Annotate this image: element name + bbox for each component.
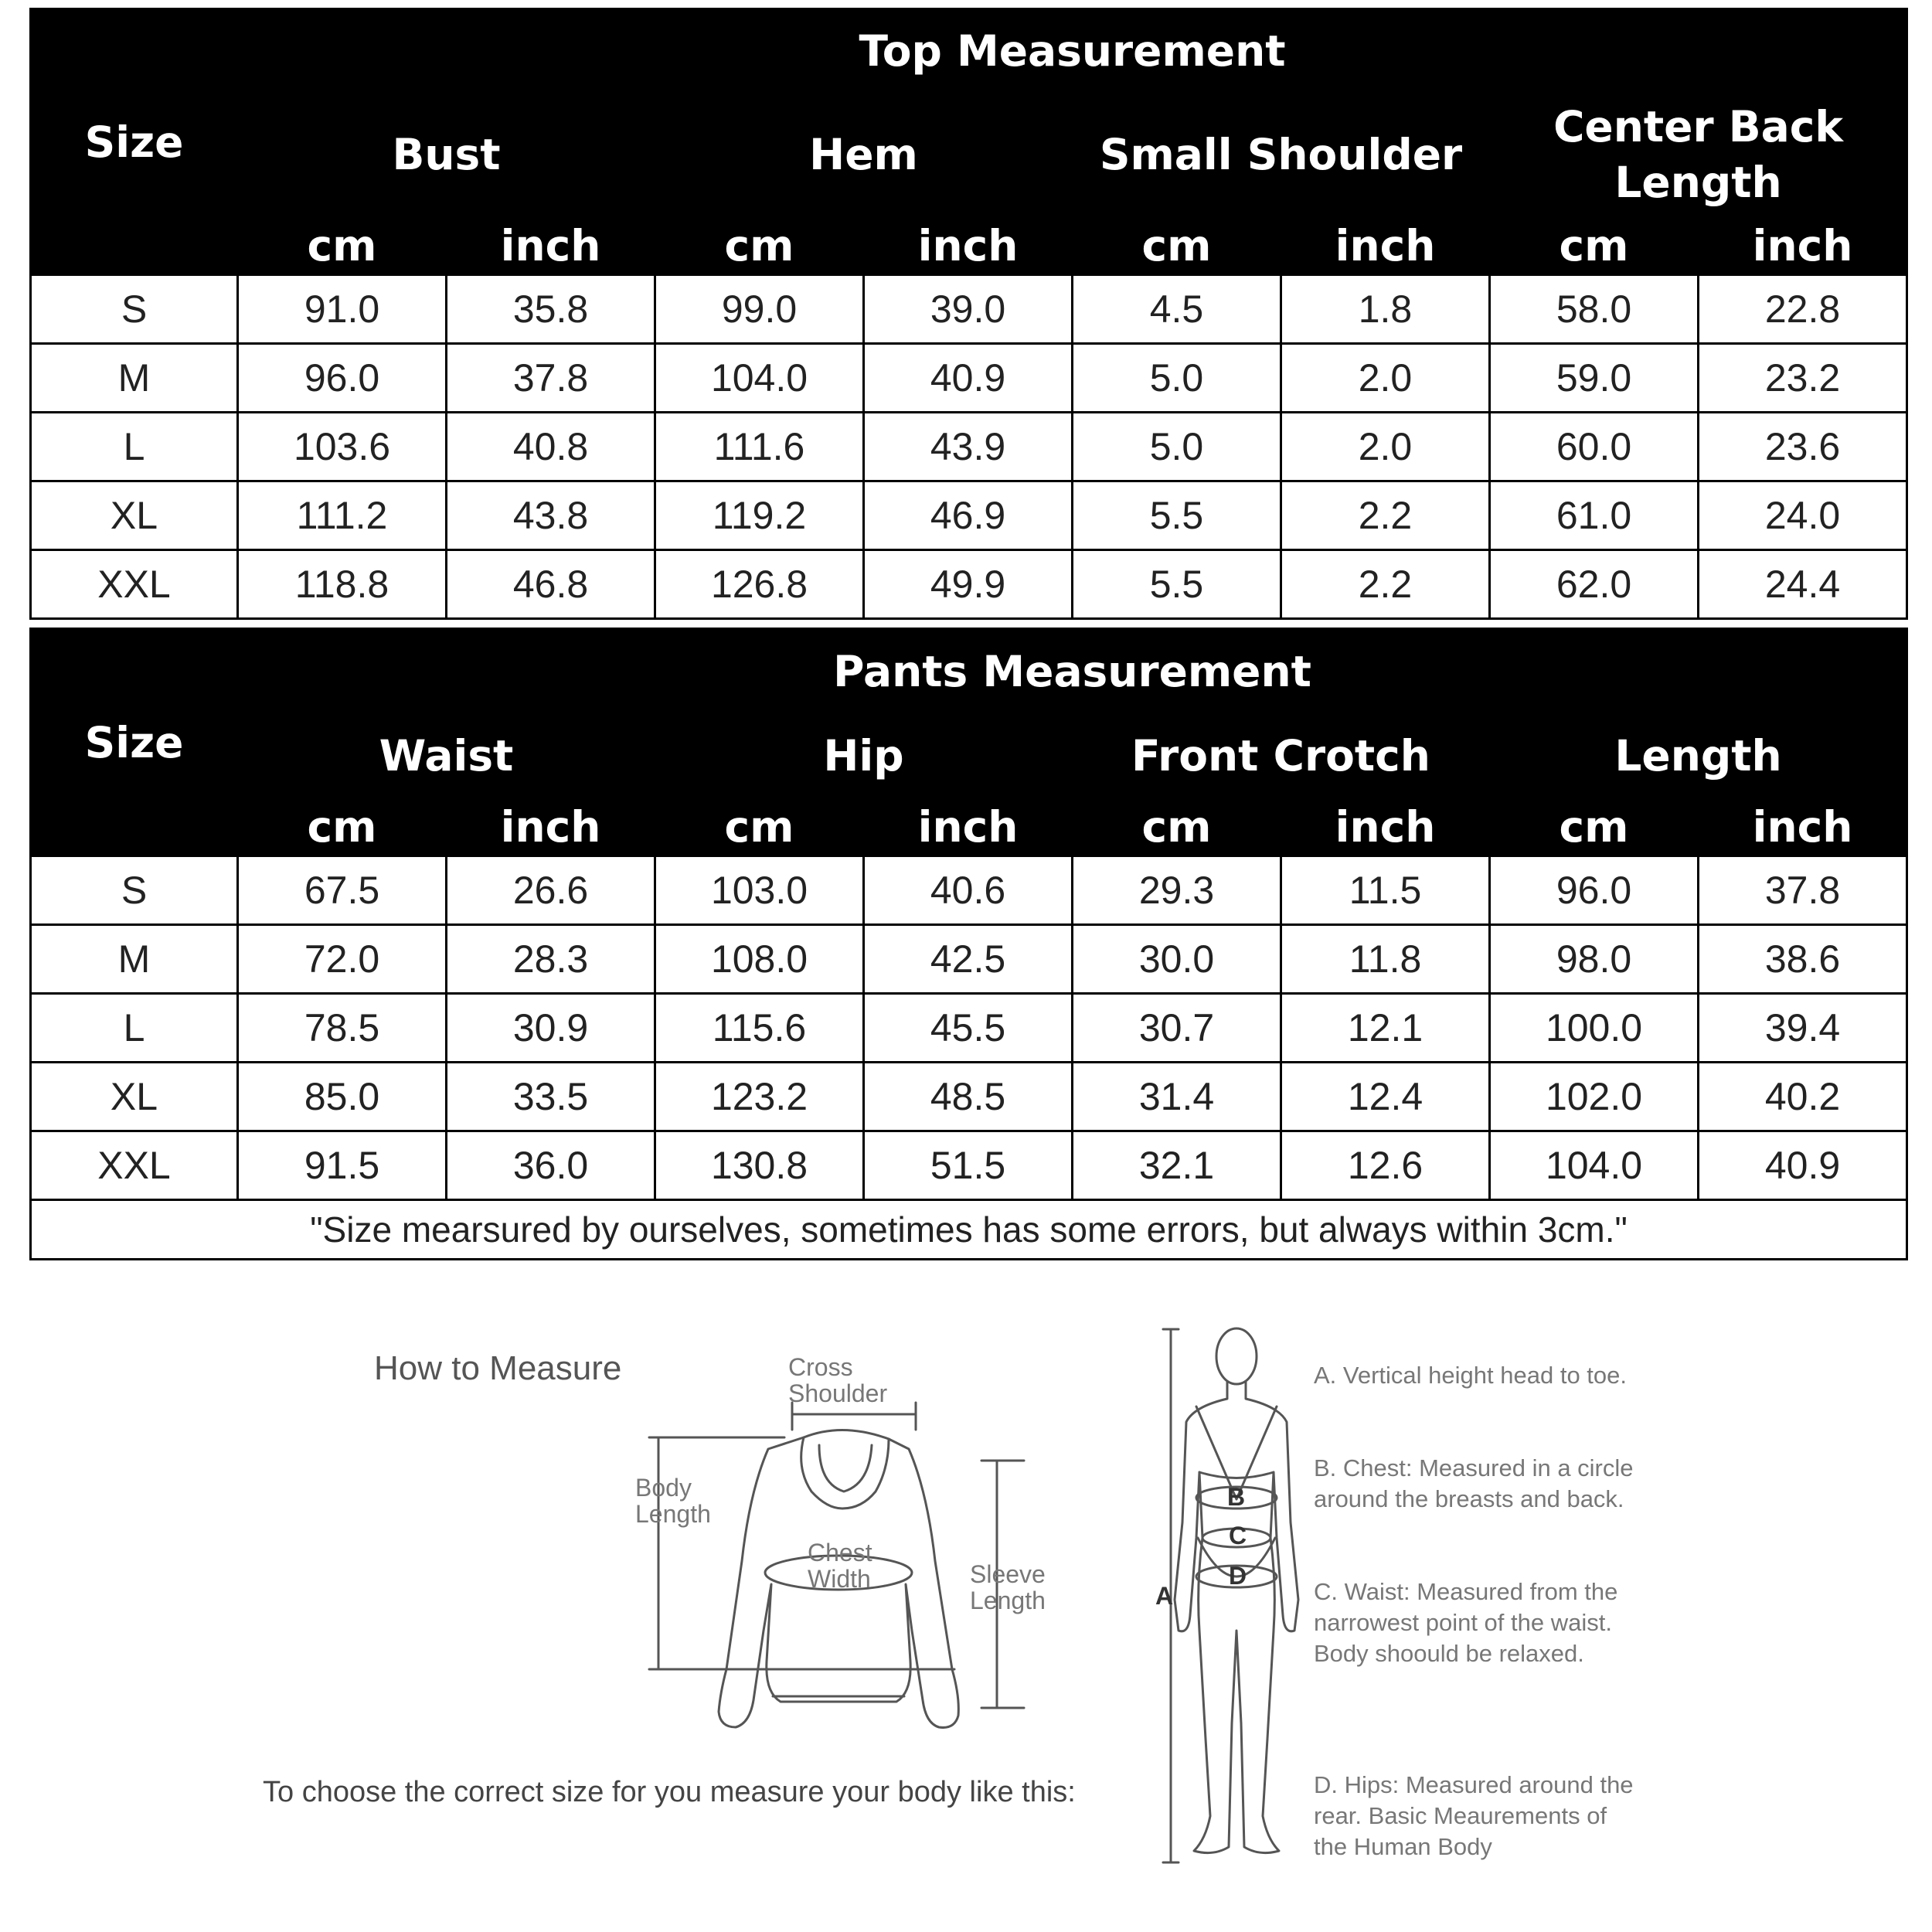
size-cell: L	[31, 413, 238, 481]
value-cell: 37.8	[447, 344, 655, 413]
value-cell: 59.0	[1490, 344, 1699, 413]
table-row	[31, 413, 1907, 481]
unit-header: inch	[1699, 216, 1907, 275]
column-group-header: Hip	[655, 714, 1073, 798]
value-cell: 104.0	[1490, 1131, 1699, 1200]
value-cell: 38.6	[1699, 925, 1907, 994]
value-cell: 30.7	[1073, 994, 1281, 1063]
size-header: Size	[31, 9, 238, 275]
value-cell: 96.0	[1490, 856, 1699, 925]
chest-width-label: Chest Width	[808, 1539, 872, 1593]
value-cell: 23.2	[1699, 344, 1907, 413]
value-cell: 32.1	[1073, 1131, 1281, 1200]
value-cell: 35.8	[447, 275, 655, 344]
value-cell: 103.0	[655, 856, 864, 925]
column-group-header: Front Crotch	[1073, 714, 1490, 798]
table-row	[31, 1131, 1907, 1200]
value-cell: 11.8	[1281, 925, 1490, 994]
value-cell: 39.4	[1699, 994, 1907, 1063]
value-cell: 103.6	[238, 413, 447, 481]
value-cell: 102.0	[1490, 1063, 1699, 1131]
unit-header: cm	[1073, 216, 1281, 275]
value-cell: 108.0	[655, 925, 864, 994]
unit-header: inch	[447, 216, 655, 275]
table-title: Pants Measurement	[238, 629, 1907, 714]
value-cell: 40.9	[1699, 1131, 1907, 1200]
table-row	[31, 1063, 1907, 1131]
value-cell: 98.0	[1490, 925, 1699, 994]
value-cell: 12.6	[1281, 1131, 1490, 1200]
value-cell: 91.5	[238, 1131, 447, 1200]
value-cell: 39.0	[864, 275, 1073, 344]
unit-header: cm	[1490, 216, 1699, 275]
value-cell: 5.0	[1073, 344, 1281, 413]
value-cell: 111.6	[655, 413, 864, 481]
value-cell: 36.0	[447, 1131, 655, 1200]
unit-header: inch	[864, 216, 1073, 275]
table-title: Top Measurement	[238, 9, 1907, 93]
value-cell: 46.8	[447, 550, 655, 619]
unit-header: cm	[655, 216, 864, 275]
measurement-note: "Size mearsured by ourselves, sometimes has some errors, but always within 3cm."	[31, 1200, 1907, 1260]
body-mark-b: B	[1227, 1483, 1246, 1511]
sleeve-length-label: Sleeve Length	[970, 1560, 1046, 1614]
body-mark-a: A	[1155, 1582, 1174, 1610]
value-cell: 5.0	[1073, 413, 1281, 481]
legend-item: A. Vertical height head to toe.	[1314, 1362, 1627, 1389]
pants-measurement-table	[29, 628, 1908, 1260]
unit-header: inch	[864, 798, 1073, 856]
how-to-measure-section	[0, 1306, 1932, 1932]
value-cell: 2.0	[1281, 344, 1490, 413]
value-cell: 115.6	[655, 994, 864, 1063]
body-length-label: Body Length	[635, 1474, 711, 1528]
value-cell: 30.0	[1073, 925, 1281, 994]
column-group-header: Length	[1490, 714, 1907, 798]
value-cell: 51.5	[864, 1131, 1073, 1200]
table-row	[31, 856, 1907, 925]
value-cell: 96.0	[238, 344, 447, 413]
value-cell: 23.6	[1699, 413, 1907, 481]
value-cell: 5.5	[1073, 481, 1281, 550]
size-cell: M	[31, 344, 238, 413]
value-cell: 49.9	[864, 550, 1073, 619]
value-cell: 130.8	[655, 1131, 864, 1200]
size-cell: XL	[31, 1063, 238, 1131]
unit-header: inch	[1281, 216, 1490, 275]
unit-header: cm	[1490, 798, 1699, 856]
value-cell: 72.0	[238, 925, 447, 994]
value-cell: 40.9	[864, 344, 1073, 413]
value-cell: 33.5	[447, 1063, 655, 1131]
column-group-header: Center Back Length	[1490, 93, 1907, 216]
table-row	[31, 275, 1907, 344]
size-cell: XL	[31, 481, 238, 550]
value-cell: 11.5	[1281, 856, 1490, 925]
column-group-header: Bust	[238, 93, 655, 216]
value-cell: 43.9	[864, 413, 1073, 481]
value-cell: 100.0	[1490, 994, 1699, 1063]
size-cell: XXL	[31, 550, 238, 619]
value-cell: 30.9	[447, 994, 655, 1063]
column-group-header: Waist	[238, 714, 655, 798]
value-cell: 61.0	[1490, 481, 1699, 550]
value-cell: 2.2	[1281, 550, 1490, 619]
size-header: Size	[31, 629, 238, 856]
legend-item: D. Hips: Measured around the rear. Basic Meaurements of the Human Body	[1314, 1771, 1634, 1860]
value-cell: 22.8	[1699, 275, 1907, 344]
value-cell: 2.2	[1281, 481, 1490, 550]
size-cell: XXL	[31, 1131, 238, 1200]
top-measurement-table	[29, 8, 1908, 620]
value-cell: 119.2	[655, 481, 864, 550]
value-cell: 4.5	[1073, 275, 1281, 344]
value-cell: 123.2	[655, 1063, 864, 1131]
value-cell: 126.8	[655, 550, 864, 619]
size-cell: S	[31, 275, 238, 344]
unit-header: cm	[655, 798, 864, 856]
value-cell: 26.6	[447, 856, 655, 925]
body-mark-d: D	[1229, 1562, 1247, 1590]
cross-shoulder-label: Cross Shoulder	[788, 1353, 888, 1407]
value-cell: 45.5	[864, 994, 1073, 1063]
column-group-header: Hem	[655, 93, 1073, 216]
value-cell: 24.0	[1699, 481, 1907, 550]
unit-header: inch	[447, 798, 655, 856]
unit-header: cm	[1073, 798, 1281, 856]
value-cell: 5.5	[1073, 550, 1281, 619]
table-row	[31, 550, 1907, 619]
table-row	[31, 344, 1907, 413]
value-cell: 2.0	[1281, 413, 1490, 481]
value-cell: 40.8	[447, 413, 655, 481]
value-cell: 118.8	[238, 550, 447, 619]
unit-header: cm	[238, 216, 447, 275]
legend-item: C. Waist: Measured from the narrowest point of the waist. Body shoould be relaxed.	[1314, 1578, 1618, 1667]
how-to-measure-title: How to Measure	[374, 1349, 622, 1387]
value-cell: 37.8	[1699, 856, 1907, 925]
value-cell: 42.5	[864, 925, 1073, 994]
value-cell: 31.4	[1073, 1063, 1281, 1131]
measure-illustration	[0, 1306, 1932, 1932]
value-cell: 60.0	[1490, 413, 1699, 481]
unit-header: inch	[1699, 798, 1907, 856]
table-row	[31, 925, 1907, 994]
value-cell: 104.0	[655, 344, 864, 413]
value-cell: 24.4	[1699, 550, 1907, 619]
value-cell: 62.0	[1490, 550, 1699, 619]
body-measure-lines	[1163, 1329, 1277, 1862]
size-cell: S	[31, 856, 238, 925]
value-cell: 48.5	[864, 1063, 1073, 1131]
value-cell: 111.2	[238, 481, 447, 550]
measure-instruction: To choose the correct size for you measure your body like this:	[263, 1776, 1076, 1808]
table-row	[31, 481, 1907, 550]
body-outline	[1175, 1328, 1298, 1853]
value-cell: 40.2	[1699, 1063, 1907, 1131]
value-cell: 91.0	[238, 275, 447, 344]
value-cell: 12.4	[1281, 1063, 1490, 1131]
value-cell: 67.5	[238, 856, 447, 925]
value-cell: 46.9	[864, 481, 1073, 550]
table-row	[31, 994, 1907, 1063]
size-cell: L	[31, 994, 238, 1063]
value-cell: 43.8	[447, 481, 655, 550]
unit-header: inch	[1281, 798, 1490, 856]
legend-item: B. Chest: Measured in a circle around the breasts and back.	[1314, 1454, 1634, 1512]
value-cell: 29.3	[1073, 856, 1281, 925]
unit-header: cm	[238, 798, 447, 856]
value-cell: 40.6	[864, 856, 1073, 925]
body-mark-c: C	[1229, 1522, 1247, 1549]
column-group-header: Small Shoulder	[1073, 93, 1490, 216]
value-cell: 85.0	[238, 1063, 447, 1131]
value-cell: 28.3	[447, 925, 655, 994]
value-cell: 99.0	[655, 275, 864, 344]
value-cell: 58.0	[1490, 275, 1699, 344]
size-cell: M	[31, 925, 238, 994]
value-cell: 78.5	[238, 994, 447, 1063]
value-cell: 12.1	[1281, 994, 1490, 1063]
value-cell: 1.8	[1281, 275, 1490, 344]
